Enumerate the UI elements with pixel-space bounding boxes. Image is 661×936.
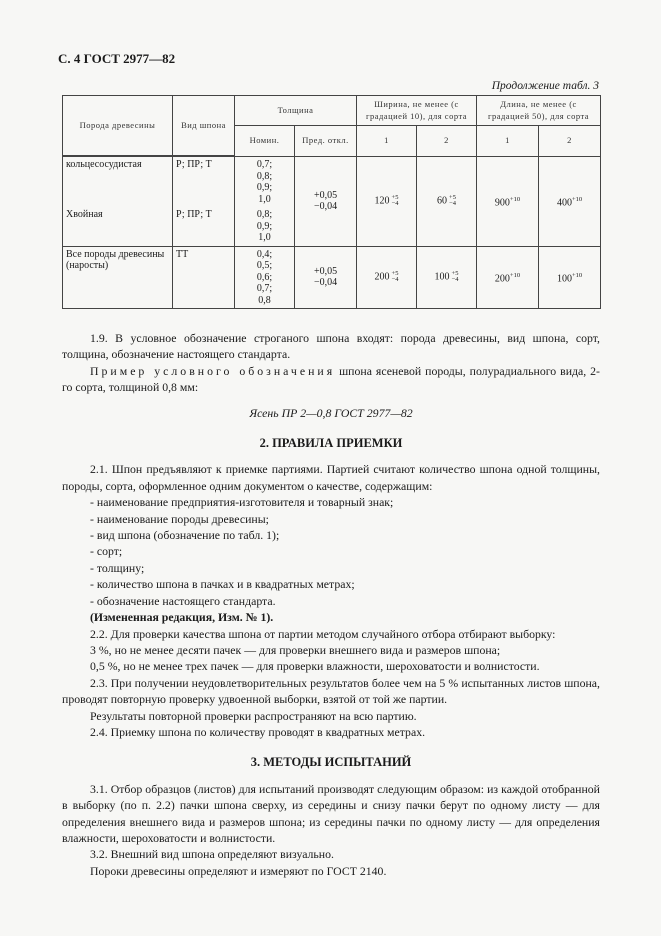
example-label: Пример условного обозначения — [90, 363, 336, 378]
value: 0,6; — [256, 271, 273, 283]
cell-species: Все породы древесины (наросты) — [63, 246, 173, 309]
value: 100 — [434, 271, 450, 283]
tol-plus: +5 — [449, 194, 456, 202]
cell-width-2 — [417, 157, 477, 247]
cell-length-2 — [539, 157, 601, 247]
value: 200 — [494, 273, 510, 285]
cell-length-1 — [477, 246, 539, 309]
header-length-grade2: 2 — [539, 126, 601, 157]
value: 100 — [556, 273, 572, 285]
tol: +10 — [571, 271, 583, 279]
example-text: шпона ясеневой породы, полурадиального вида, 2-го сорта, толщиной 0,8 мм: — [62, 363, 600, 395]
value: 400 — [556, 197, 572, 209]
page-header: С. 4 ГОСТ 2977—82 — [58, 51, 176, 66]
list-item: - сорт; — [90, 544, 123, 559]
tol: +10 — [571, 195, 583, 203]
cell-length-2 — [539, 246, 601, 309]
paragraph-3-2: 3.2. Внешний вид шпона определяют визуально. — [90, 847, 334, 862]
cell-type: ТТ — [173, 246, 235, 309]
example-formula: Ясень ПР 2—0,8 ГОСТ 2977—82 — [249, 405, 413, 420]
value: 900 — [494, 197, 510, 209]
value: 0,5; — [256, 260, 273, 271]
paragraph-2-4: 2.4. Приемку шпона по количеству проводят в квадратных метрах. — [90, 724, 426, 739]
cell-width-1 — [357, 157, 417, 247]
paragraph-2-2-a: 3 %, но не менее десяти пачек — для проверки внешнего вида и размеров шпона; — [90, 642, 501, 657]
paragraph-3-1: 3.1. Отбор образцов (листов) для испытаний производят следующим образом: из каждой отобранной в выборку (по п. 2.2) пачки шпона сверху, из середины и снизу пачки берут по одному листу — для определения внешнего вида и размеров шпона; из середины пачки по одному листу — для определения влажности, шероховатости и волнистости. — [62, 781, 600, 845]
paragraph-2-2-b: 0,5 %, но не менее трех пачек — для проверки влажности, шероховатости и волнистости. — [90, 659, 540, 674]
tol-minus: −4 — [391, 276, 399, 284]
header-nominal: Номин. — [235, 126, 295, 157]
tol: +10 — [509, 195, 521, 203]
cell-nominal — [235, 207, 295, 246]
paragraph-2-3: 2.3. При получении неудовлетворительных результатов более чем на 5 % испытанных листов шпона, проводят повторную проверку удвоенной выборки, взятой от той же партии. — [62, 675, 600, 707]
value: −0,04 — [313, 201, 338, 213]
cell-width-2 — [417, 246, 477, 309]
list-item: - толщину; — [90, 560, 145, 575]
tol-plus: +5 — [391, 194, 399, 202]
section-2-title: 2. ПРАВИЛА ПРИЕМКИ — [259, 436, 403, 451]
list-item: - количество шпона в пачках и в квадратных метрах; — [90, 577, 355, 592]
list-item: - обозначение настоящего стандарта. — [90, 593, 276, 608]
cell-type: Р; ПР; Т — [173, 207, 235, 246]
cell-species: кольцесосудистая — [63, 157, 173, 208]
value: 1,0 — [258, 193, 271, 205]
paragraph-3-2-b: Пороки древесины определяют и измеряют по ГОСТ 2140. — [90, 863, 387, 878]
header-type: Вид шпона — [173, 96, 235, 156]
table-3 — [62, 95, 601, 309]
header-length: Длина, не менее (с градацией 50), для сорта — [477, 96, 601, 126]
tol: +10 — [509, 271, 521, 279]
list-item: - наименование породы древесины; — [90, 511, 269, 526]
value: 0,8 — [258, 294, 271, 306]
paragraph-1-9: 1.9. В условное обозначение строганого шпона входят: порода древесины, вид шпона, сорт, толщина, обозначение настоящего стандарта. — [62, 331, 600, 362]
value: 0,4; — [256, 248, 273, 260]
tol-minus: −4 — [449, 200, 456, 208]
paragraph-2-3-b: Результаты повторной проверки распространяют на всю партию. — [90, 708, 417, 723]
value: 60 — [437, 195, 448, 207]
header-width-grade1: 1 — [357, 126, 417, 157]
value: 0,9; — [256, 220, 273, 232]
header-deviation: Пред. откл. — [295, 126, 357, 157]
list-item: - вид шпона (обозначение по табл. 1); — [90, 528, 280, 543]
cell-deviation — [295, 157, 357, 247]
document-body — [62, 330, 600, 879]
value: −0,04 — [313, 277, 338, 289]
paragraph-2-1: 2.1. Шпон предъявляют к приемке партиями. Партией считают количество шпона одной толщины, породы, сорта, оформленное одним документом о качестве, содержащим: — [62, 462, 600, 493]
tol-minus: −4 — [451, 276, 459, 284]
value: 1,0 — [258, 232, 271, 243]
value: 200 — [374, 271, 390, 283]
value: 0,8; — [256, 209, 273, 220]
cell-length-1 — [477, 157, 539, 247]
tol-minus: −4 — [391, 200, 399, 208]
value: 0,8; — [256, 170, 273, 182]
cell-nominal — [235, 246, 295, 309]
cell-deviation — [295, 246, 357, 309]
value: 0,9; — [256, 182, 273, 193]
cell-species: Хвойная — [63, 207, 173, 246]
paragraph-2-2: 2.2. Для проверки качества шпона от партии методом случайного отбора отбирают выборку: — [90, 626, 556, 641]
value: +0,05 — [313, 265, 338, 277]
list-item: - наименование предприятия-изготовителя и товарный знак; — [90, 495, 394, 510]
header-length-grade1: 1 — [477, 126, 539, 157]
value: 0,7; — [256, 283, 273, 294]
header-width: Ширина, не менее (с градацией 10), для сорта — [357, 96, 477, 126]
cell-nominal — [235, 157, 295, 208]
tol-plus: +5 — [391, 270, 399, 278]
value: 120 — [374, 195, 390, 207]
change-note: (Измененная редакция, Изм. № 1). — [90, 610, 274, 625]
header-thickness: Толщина — [235, 96, 357, 126]
value: +0,05 — [313, 189, 338, 201]
value: 0,7; — [256, 159, 273, 170]
header-species: Порода древесины — [63, 96, 173, 156]
header-width-grade2: 2 — [417, 126, 477, 157]
table-continuation-label: Продолжение табл. 3 — [491, 80, 599, 92]
cell-width-1 — [357, 246, 417, 309]
tol-plus: +5 — [451, 270, 459, 278]
paragraph-example — [62, 363, 600, 396]
section-3-title: 3. МЕТОДЫ ИСПЫТАНИЙ — [250, 755, 412, 770]
cell-type: Р; ПР; Т — [173, 157, 235, 208]
